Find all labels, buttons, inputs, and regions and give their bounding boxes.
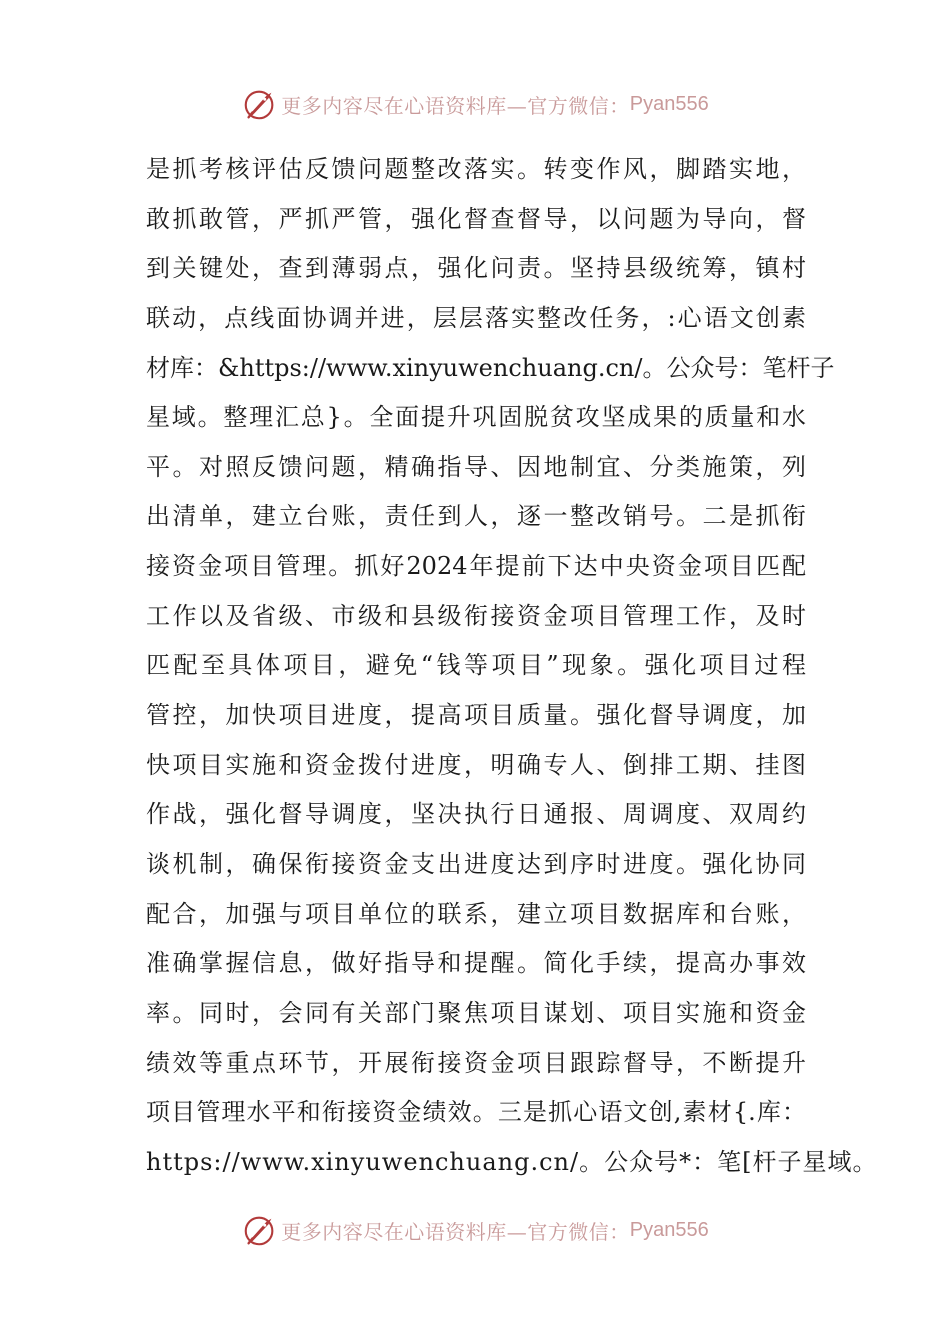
banner-title: 更多内容尽在心语资料库—官方微信： — [281, 93, 630, 118]
text-line: 到关键处，查到薄弱点，强化问责。坚持县级统筹，镇村 — [146, 254, 806, 283]
banner-handle: Pyan556 — [629, 92, 709, 115]
text-line: 率。同时，会同有关部门聚焦项目谋划、项目实施和资金 — [146, 998, 806, 1027]
text-line: 项目管理水平和衔接资金绩效。三是抓心语文创,素材{.库： — [146, 1098, 806, 1127]
document-paragraph — [146, 145, 878, 1187]
text-line: 配合，加强与项目单位的联系，建立项目数据库和台账， — [146, 899, 806, 928]
text-line: 绩效等重点环节，开展衔接资金项目跟踪督导，不断提升 — [146, 1048, 806, 1077]
text-line: 敢抓敢管，严抓严管，强化督查督导，以问题为导向，督 — [146, 204, 806, 233]
text-line: 联动，点线面协调并进，层层落实整改任务，:心语文创素 — [146, 303, 806, 332]
text-line: 快项目实施和资金拨付进度，明确专人、倒排工期、挂图 — [146, 750, 806, 779]
text-line: 出清单，建立台账，责任到人，逐一整改销号。二是抓衔 — [146, 502, 806, 531]
text-line: 管控，加快项目进度，提高项目质量。强化督导调度，加 — [146, 701, 806, 730]
pen-nib-logo-icon — [241, 85, 279, 123]
text-line: 平。对照反馈问题，精确指导、因地制宜、分类施策，列 — [146, 452, 806, 481]
text-line: 谈机制，确保衔接资金支出进度达到序时进度。强化协同 — [146, 849, 806, 878]
text-line: 匹配至具体项目，避免“钱等项目”现象。强化项目过程 — [146, 651, 806, 680]
text-line: https://www.xinyuwenchuang.cn/。公众号*：笔[杆子星域。 — [146, 1147, 878, 1176]
text-line: 接资金项目管理。抓好2024年提前下达中央资金项目匹配 — [146, 552, 806, 581]
text-line: 作战，强化督导调度，坚决执行日通报、周调度、双周约 — [146, 800, 806, 829]
banner-title: 更多内容尽在心语资料库—官方微信： — [281, 1219, 630, 1244]
text-line: 是抓考核评估反馈问题整改落实。转变作风，脚踏实地， — [146, 155, 806, 183]
pen-nib-logo-icon — [241, 1211, 279, 1249]
banner-handle: Pyan556 — [629, 1218, 709, 1241]
header-banner — [0, 84, 950, 124]
text-line: 星域。整理汇总}。全面提升巩固脱贫攻坚成果的质量和水 — [146, 403, 806, 432]
text-line: 工作以及省级、市级和县级衔接资金项目管理工作，及时 — [146, 601, 806, 630]
text-line: 材库：&https://www.xinyuwenchuang.cn/。公众号：笔杆子 — [146, 353, 835, 382]
footer-banner — [0, 1210, 950, 1250]
text-line: 准确掌握信息，做好指导和提醒。简化手续，提高办事效 — [146, 949, 806, 978]
